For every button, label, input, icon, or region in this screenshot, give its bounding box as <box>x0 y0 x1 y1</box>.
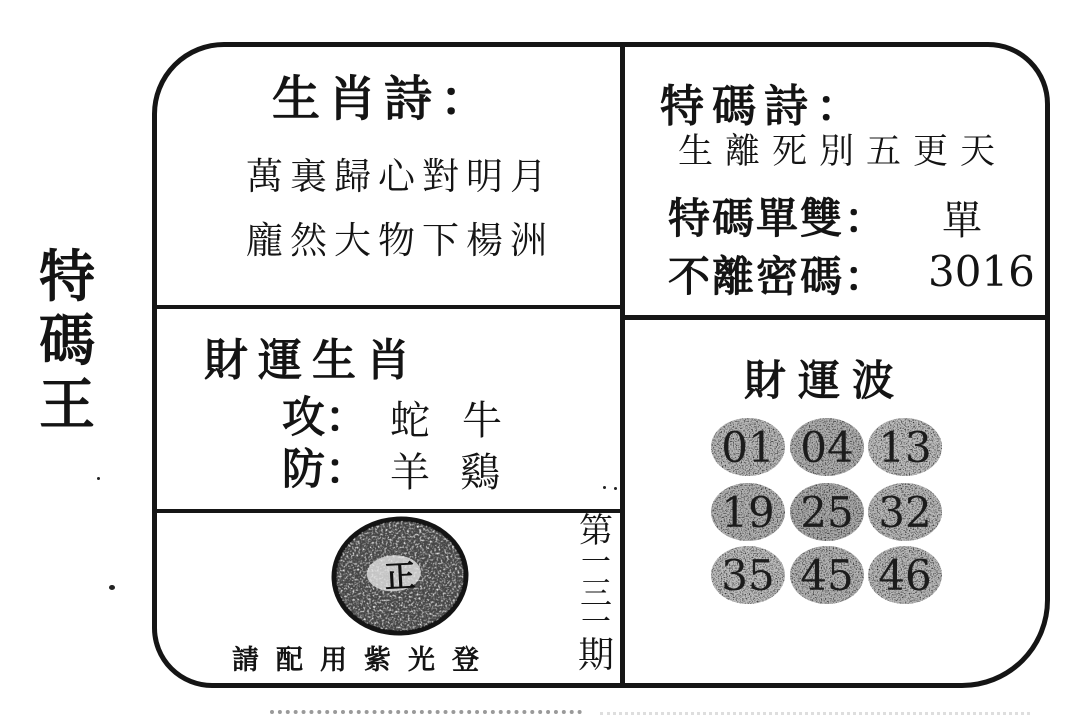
ball-number: 45 <box>800 551 854 600</box>
sheet-title-char: 碼 <box>39 309 95 374</box>
ball-number: 35 <box>721 551 775 600</box>
ink-speck <box>109 585 115 590</box>
issue-char: 第 <box>579 511 613 551</box>
seal-stamp-graphic <box>331 516 469 637</box>
ball-number: 04 <box>800 423 854 472</box>
sheet-title-vertical <box>24 246 110 438</box>
number-ball <box>790 418 864 476</box>
special-poem-line: 生離死別五更天 <box>678 132 1008 172</box>
secret-code-value: 3016 <box>928 247 1035 296</box>
number-ball <box>868 418 942 476</box>
attack-value-snake: 蛇 <box>390 398 430 444</box>
ball-number: 13 <box>878 423 932 472</box>
issue-char: 一 <box>581 605 611 640</box>
special-poem-title: 特碼詩： <box>660 81 868 132</box>
defend-value-rooster: 鷄 <box>460 450 500 496</box>
divider-right-row1 <box>623 315 1047 320</box>
fortune-wave-balls <box>700 408 960 608</box>
verification-seal <box>328 511 473 641</box>
zodiac-poem-line-2: 龐然大物下楊洲 <box>246 219 554 262</box>
odd-even-value: 單 <box>942 198 982 244</box>
attack-label: 攻： <box>282 393 368 443</box>
issue-char: 期 <box>577 635 614 676</box>
ink-speck <box>603 486 606 489</box>
odd-even-label: 特碼單雙： <box>668 194 889 243</box>
ink-speck <box>614 487 617 490</box>
ball-number: 25 <box>800 488 854 537</box>
number-ball <box>868 546 942 604</box>
number-ball <box>711 483 785 541</box>
issue-number-vertical <box>568 511 624 677</box>
number-ball <box>790 546 864 604</box>
ball-number: 32 <box>878 488 932 537</box>
fortune-zodiac-title: 財運生肖 <box>204 335 420 386</box>
scan-dotted-line <box>270 710 582 714</box>
number-ball <box>868 483 942 541</box>
ball-number: 19 <box>721 488 775 537</box>
sheet-title-char: 特 <box>39 245 95 310</box>
number-ball <box>790 483 864 541</box>
issue-char: 一 <box>581 545 611 580</box>
sheet-title-char: 王 <box>39 373 95 438</box>
number-ball <box>711 546 785 604</box>
ink-speck <box>97 477 100 480</box>
ball-number: 46 <box>878 551 932 600</box>
seal-center-char: 正 <box>383 558 417 596</box>
attack-value-ox: 牛 <box>462 398 502 444</box>
number-ball <box>711 418 785 476</box>
fortune-wave-title: 財運波 <box>744 356 907 405</box>
issue-char: 三 <box>579 574 612 612</box>
seal-caption: 請配用紫光登 <box>232 645 496 676</box>
ball-number: 01 <box>721 423 775 472</box>
defend-value-goat: 羊 <box>390 450 430 496</box>
defend-label: 防： <box>282 445 368 495</box>
secret-code-label: 不離密碼： <box>668 252 889 301</box>
zodiac-poem-title: 生肖詩： <box>272 71 497 127</box>
scan-dotted-line-faint <box>600 712 1030 715</box>
divider-left-row1 <box>155 305 622 309</box>
zodiac-poem-line-1: 萬裏歸心對明月 <box>246 155 554 198</box>
